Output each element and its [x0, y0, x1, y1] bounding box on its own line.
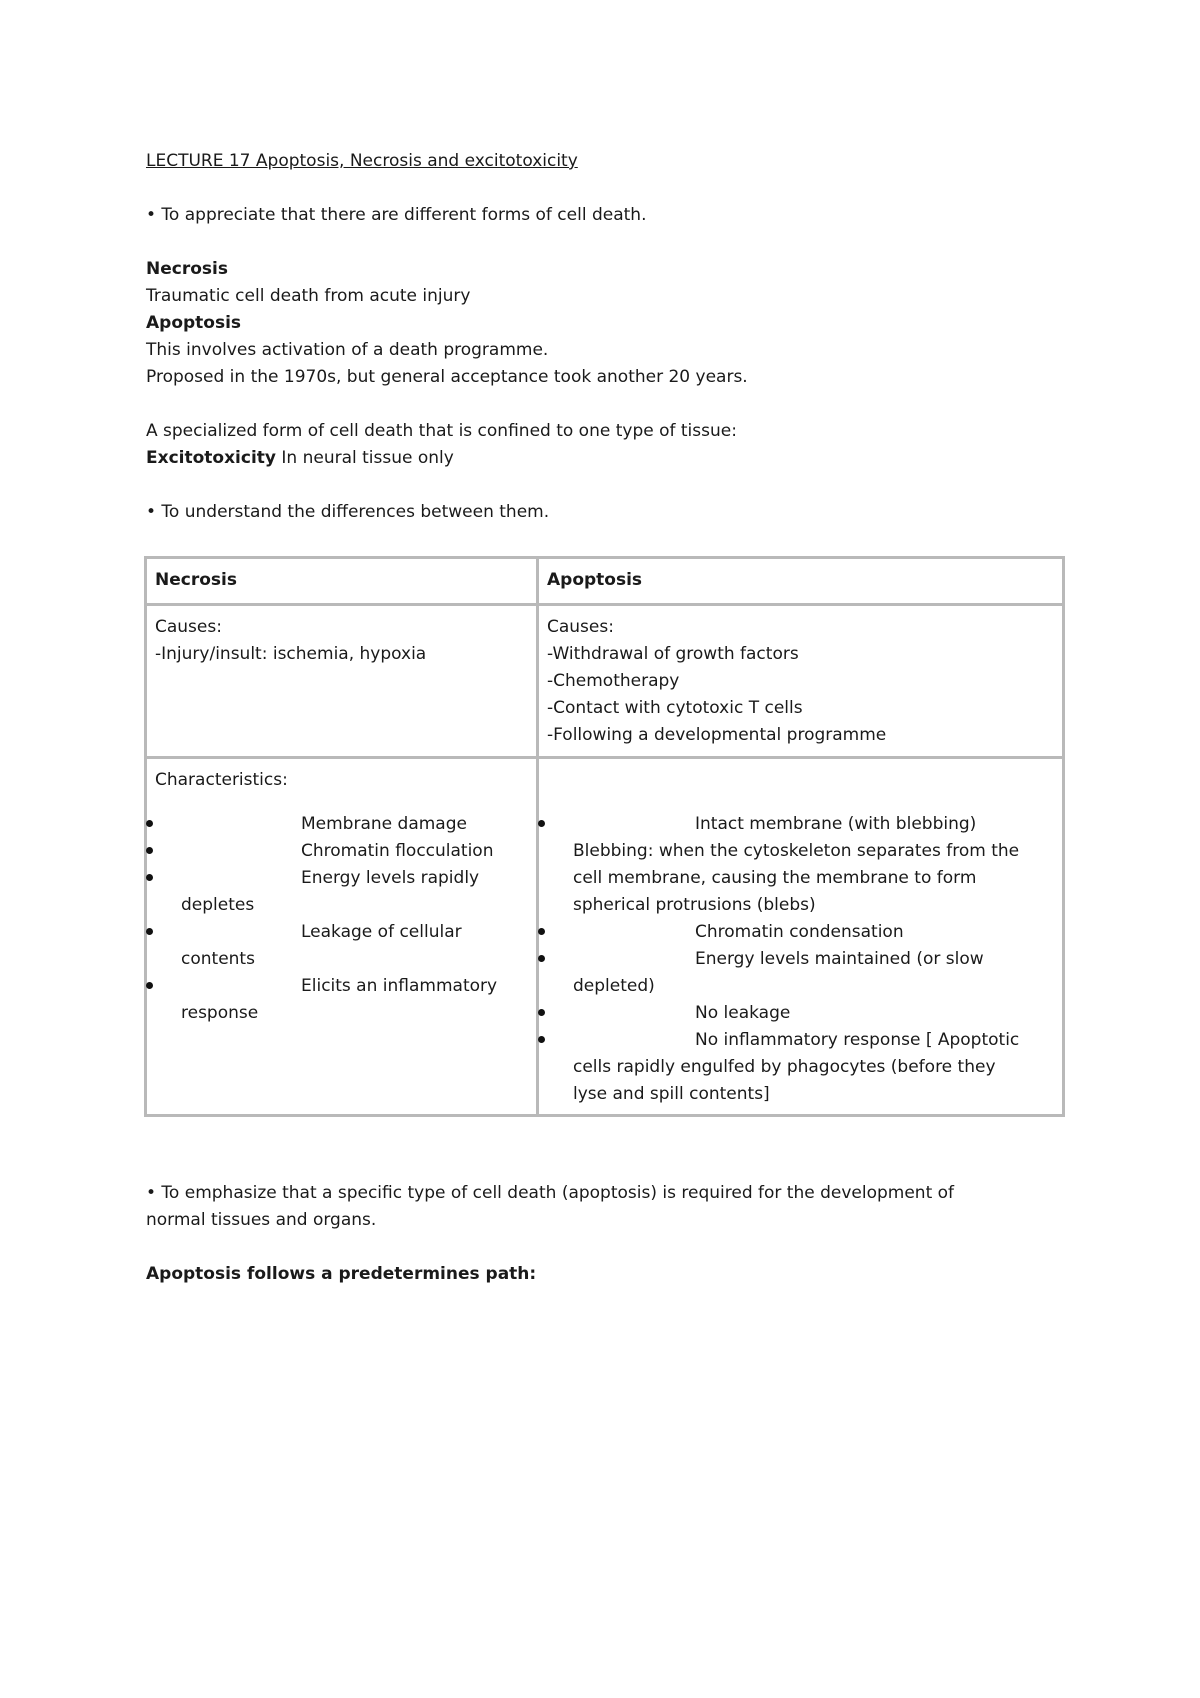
objective-forms: • To appreciate that there are different forms of cell death. — [146, 205, 647, 225]
characteristics-header-row — [146, 758, 1064, 804]
document-page — [146, 148, 1066, 526]
apoptosis-cause: -Contact with cytotoxic T cells — [547, 698, 803, 718]
apoptosis-description-1: This involves activation of a death programme. — [146, 340, 549, 360]
necrosis-cause: -Injury/insult: ischemia, hypoxia — [155, 644, 427, 664]
comparison-table — [144, 556, 1065, 1117]
necrosis-causes-cell — [146, 605, 538, 758]
apoptosis-description-2: Proposed in the 1970s, but general acceptance took another 20 years. — [146, 367, 748, 387]
table-header-row — [146, 558, 1064, 605]
bullet-icon — [146, 847, 153, 854]
empty-cell — [538, 758, 1064, 804]
apoptosis-cause: -Chemotherapy — [547, 671, 680, 691]
bullet-icon — [146, 928, 153, 935]
list-item: Intact membrane (with blebbing) Blebbing: when the cytoskeleton separates from the cell membrane, causing the membrane to form spherical protrusions (blebs) — [547, 811, 1054, 919]
necrosis-characteristics — [146, 803, 538, 1116]
objective-development-2: normal tissues and organs. — [146, 1210, 377, 1230]
list-item: Chromatin condensation — [547, 919, 1054, 946]
apoptosis-characteristics — [538, 803, 1064, 1116]
bullet-icon — [146, 820, 153, 827]
bullet-icon — [146, 874, 153, 881]
bullet-icon — [146, 982, 153, 989]
necrosis-description: Traumatic cell death from acute injury — [146, 286, 471, 306]
bullet-icon — [538, 820, 545, 827]
apoptosis-cause: -Following a developmental programme — [547, 725, 887, 745]
apoptosis-causes-cell — [538, 605, 1064, 758]
list-item: Elicits an inflammatory response — [155, 973, 528, 1027]
apoptosis-cause: -Withdrawal of growth factors — [547, 644, 799, 664]
lecture-title: LECTURE 17 Apoptosis, Necrosis and excitotoxicity — [146, 151, 578, 171]
bullet-icon — [538, 1009, 545, 1016]
list-item: Chromatin flocculation — [155, 838, 528, 865]
bullet-icon — [538, 1036, 545, 1043]
list-item: Energy levels rapidly depletes — [155, 865, 528, 919]
list-item: Membrane damage — [155, 811, 528, 838]
objective-differences: • To understand the differences between them. — [146, 502, 550, 522]
characteristics-row — [146, 803, 1064, 1116]
excitotoxicity-label: Excitotoxicity — [146, 448, 276, 468]
path-heading: Apoptosis follows a predetermines path: — [146, 1264, 537, 1284]
excitotoxicity-description: In neural tissue only — [276, 448, 454, 468]
bullet-icon — [538, 928, 545, 935]
objective-development-1: • To emphasize that a specific type of cell death (apoptosis) is required for the development of — [146, 1183, 955, 1203]
specialized-intro: A specialized form of cell death that is confined to one type of tissue: — [146, 421, 737, 441]
header-apoptosis: Apoptosis — [538, 558, 1064, 605]
list-item: No leakage — [547, 1000, 1054, 1027]
document-page-lower — [146, 1180, 1066, 1288]
list-item: Energy levels maintained (or slow depleted) — [547, 946, 1054, 1000]
necrosis-heading: Necrosis — [146, 259, 228, 279]
excitotoxicity-line — [146, 445, 1066, 472]
causes-row — [146, 605, 1064, 758]
bullet-icon — [538, 955, 545, 962]
causes-label: Causes: — [155, 617, 222, 637]
apoptosis-heading: Apoptosis — [146, 313, 242, 333]
header-necrosis: Necrosis — [146, 558, 538, 605]
list-item: Leakage of cellular contents — [155, 919, 528, 973]
characteristics-label: Characteristics: — [146, 758, 538, 804]
list-item: No inflammatory response [ Apoptotic cells rapidly engulfed by phagocytes (before they lyse and spill contents] — [547, 1027, 1054, 1108]
causes-label: Causes: — [547, 617, 614, 637]
